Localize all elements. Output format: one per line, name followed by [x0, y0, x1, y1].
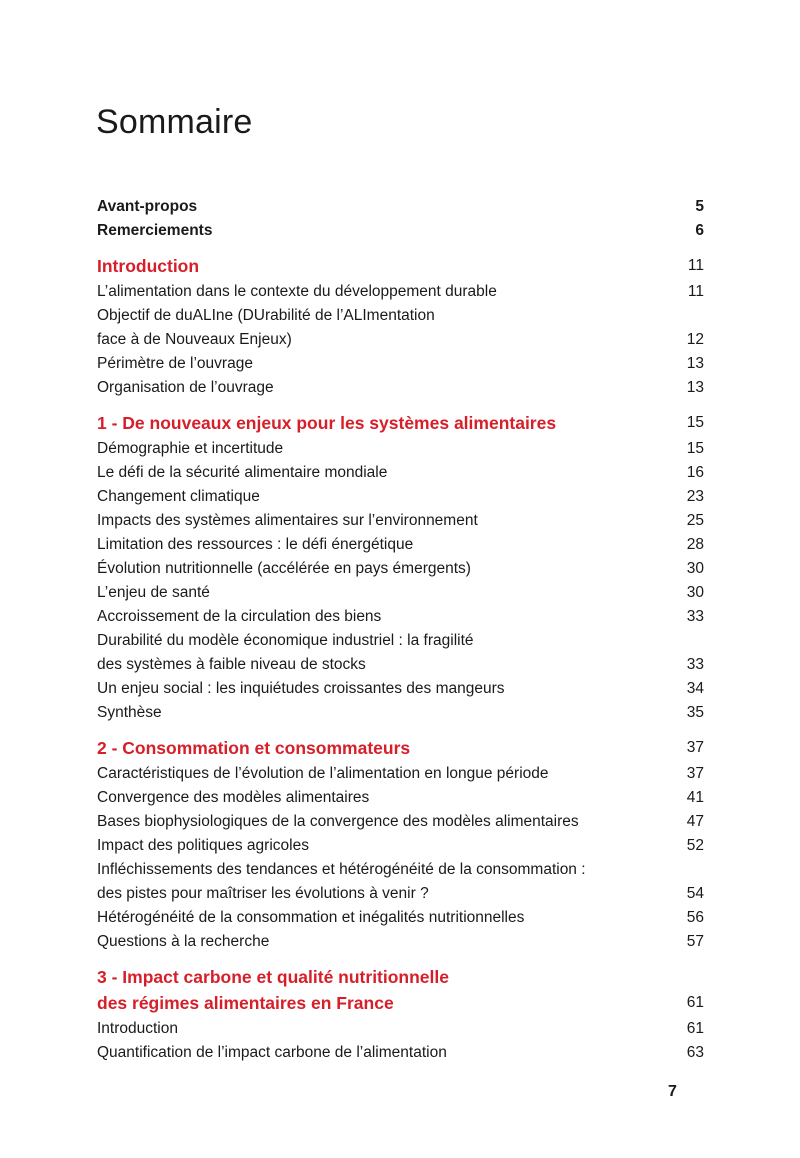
toc-section-introduction — [97, 253, 704, 400]
toc-entry[interactable] — [97, 810, 704, 834]
page-title: Sommaire — [96, 103, 253, 141]
toc-entry-page: 41 — [686, 789, 704, 806]
toc-entry[interactable] — [97, 376, 704, 400]
toc-entry-label: Convergence des modèles alimentaires — [97, 789, 370, 806]
toc-entry-page: 57 — [686, 933, 704, 950]
toc-entry-page: 52 — [686, 837, 704, 854]
toc-entry-label-line: Durabilité du modèle économique industriel : la fragilité — [97, 632, 474, 649]
toc-entry[interactable] — [97, 930, 704, 954]
toc-entry[interactable] — [97, 629, 704, 677]
toc-heading-page: 11 — [687, 257, 704, 274]
toc-entry[interactable] — [97, 485, 704, 509]
toc-entry-label-line: face à de Nouveaux Enjeux) — [97, 331, 292, 348]
toc-heading-label-line: des régimes alimentaires en France — [97, 993, 394, 1013]
toc-heading-label — [97, 964, 479, 1016]
toc-entry[interactable] — [97, 437, 704, 461]
toc-entry-page: 28 — [686, 536, 704, 553]
toc-heading-label: 2 - Consommation et consommateurs — [97, 738, 411, 758]
toc-entry[interactable] — [97, 352, 704, 376]
toc-section-chapter-1 — [97, 410, 704, 725]
toc-entry-label — [97, 858, 616, 906]
toc-entry-page: 23 — [686, 488, 704, 505]
toc-heading-chapter-3[interactable] — [97, 964, 704, 1016]
toc-entry[interactable] — [97, 1017, 704, 1041]
toc-heading-chapter-1[interactable] — [97, 410, 704, 436]
toc-entry-label: L’enjeu de santé — [97, 584, 210, 601]
toc-entry[interactable] — [97, 701, 704, 725]
toc-heading-page: 15 — [686, 414, 704, 431]
toc-entry-page: 5 — [695, 198, 704, 215]
toc-entry-page: 56 — [686, 909, 704, 926]
toc-entry[interactable] — [97, 906, 704, 930]
toc-heading-page: 37 — [686, 739, 704, 756]
toc-entry[interactable] — [97, 280, 704, 304]
toc-entry-page: 13 — [686, 355, 704, 372]
toc-entry-page: 33 — [686, 608, 704, 625]
toc-entry-label: Organisation de l’ouvrage — [97, 379, 274, 396]
toc-entry-page: 30 — [686, 584, 704, 601]
toc-entry-label — [97, 629, 504, 677]
toc-entry-page: 30 — [686, 560, 704, 577]
toc-entry-page: 63 — [686, 1044, 704, 1061]
toc-entry[interactable] — [97, 605, 704, 629]
toc-entry-page: 34 — [686, 680, 704, 697]
toc-entry-page: 37 — [686, 765, 704, 782]
toc-entry-label: Évolution nutritionnelle (accélérée en pays émergents) — [97, 560, 471, 577]
toc-entry-label-line: Objectif de duALIne (DUrabilité de l’ALImentation — [97, 307, 435, 324]
toc-entry-label: Remerciements — [97, 222, 213, 239]
toc-entry-page: 35 — [686, 704, 704, 721]
toc-entry-label: Changement climatique — [97, 488, 260, 505]
toc-heading-chapter-2[interactable] — [97, 735, 704, 761]
toc-entry-label: Bases biophysiologiques de la convergence des modèles alimentaires — [97, 813, 579, 830]
toc-entry[interactable] — [97, 762, 704, 786]
toc-entry[interactable] — [97, 304, 704, 352]
toc-entry[interactable] — [97, 834, 704, 858]
toc-entry-label: Synthèse — [97, 704, 162, 721]
toc-entry-page: 11 — [687, 283, 704, 300]
table-of-contents — [97, 195, 704, 1075]
toc-entry-page: 16 — [686, 464, 704, 481]
toc-entry-label: Périmètre de l’ouvrage — [97, 355, 253, 372]
toc-entry-page: 12 — [686, 331, 704, 348]
toc-entry-page: 54 — [686, 885, 704, 902]
toc-entry-label: Accroissement de la circulation des biens — [97, 608, 382, 625]
toc-section-chapter-3 — [97, 964, 704, 1065]
toc-heading-label: 1 - De nouveaux enjeux pour les systèmes alimentaires — [97, 413, 557, 433]
toc-entry[interactable] — [97, 786, 704, 810]
toc-entry-label: Hétérogénéité de la consommation et inégalités nutritionnelles — [97, 909, 525, 926]
toc-entry-label: Un enjeu social : les inquiétudes croissantes des mangeurs — [97, 680, 505, 697]
toc-heading-introduction[interactable] — [97, 253, 704, 279]
toc-entry-remerciements[interactable] — [97, 219, 704, 243]
toc-entry-label-line: des pistes pour maîtriser les évolutions à venir ? — [97, 885, 429, 902]
toc-entry-page: 33 — [686, 656, 704, 673]
toc-entry-page: 47 — [686, 813, 704, 830]
toc-entry-label-line: Infléchissements des tendances et hétérogénéité de la consommation : — [97, 861, 586, 878]
toc-entry[interactable] — [97, 858, 704, 906]
toc-entry-page: 15 — [686, 440, 704, 457]
toc-entry-label: Introduction — [97, 1020, 178, 1037]
toc-entry[interactable] — [97, 533, 704, 557]
toc-heading-page: 61 — [686, 994, 704, 1011]
toc-entry[interactable] — [97, 557, 704, 581]
toc-entry-label: Questions à la recherche — [97, 933, 270, 950]
toc-entry-page: 25 — [686, 512, 704, 529]
toc-entry-avant-propos[interactable] — [97, 195, 704, 219]
toc-entry[interactable] — [97, 461, 704, 485]
toc-entry-label: Démographie et incertitude — [97, 440, 284, 457]
toc-entry-label: Caractéristiques de l’évolution de l’alimentation en longue période — [97, 765, 549, 782]
toc-entry-page: 61 — [686, 1020, 704, 1037]
toc-entry-label — [97, 304, 465, 352]
toc-entry[interactable] — [97, 509, 704, 533]
toc-entry-page: 6 — [695, 222, 704, 239]
toc-entry[interactable] — [97, 677, 704, 701]
toc-entry-label: L’alimentation dans le contexte du développement durable — [97, 283, 497, 300]
toc-entry-label: Impact des politiques agricoles — [97, 837, 309, 854]
toc-entry-page: 13 — [686, 379, 704, 396]
toc-entry-label-line: des systèmes à faible niveau de stocks — [97, 656, 366, 673]
toc-entry-label: Impacts des systèmes alimentaires sur l’environnement — [97, 512, 478, 529]
toc-entry-label: Avant-propos — [97, 198, 198, 215]
toc-section-chapter-2 — [97, 735, 704, 954]
toc-front-matter — [97, 195, 704, 243]
toc-heading-label: Introduction — [97, 256, 200, 276]
toc-entry[interactable] — [97, 581, 704, 605]
toc-entry-label: Limitation des ressources : le défi énergétique — [97, 536, 414, 553]
toc-entry-label: Le défi de la sécurité alimentaire mondiale — [97, 464, 388, 481]
toc-entry-label: Quantification de l’impact carbone de l’alimentation — [97, 1044, 447, 1061]
toc-heading-label-line: 3 - Impact carbone et qualité nutritionnelle — [97, 967, 449, 987]
page-number: 7 — [668, 1083, 677, 1100]
toc-entry[interactable] — [97, 1041, 704, 1065]
